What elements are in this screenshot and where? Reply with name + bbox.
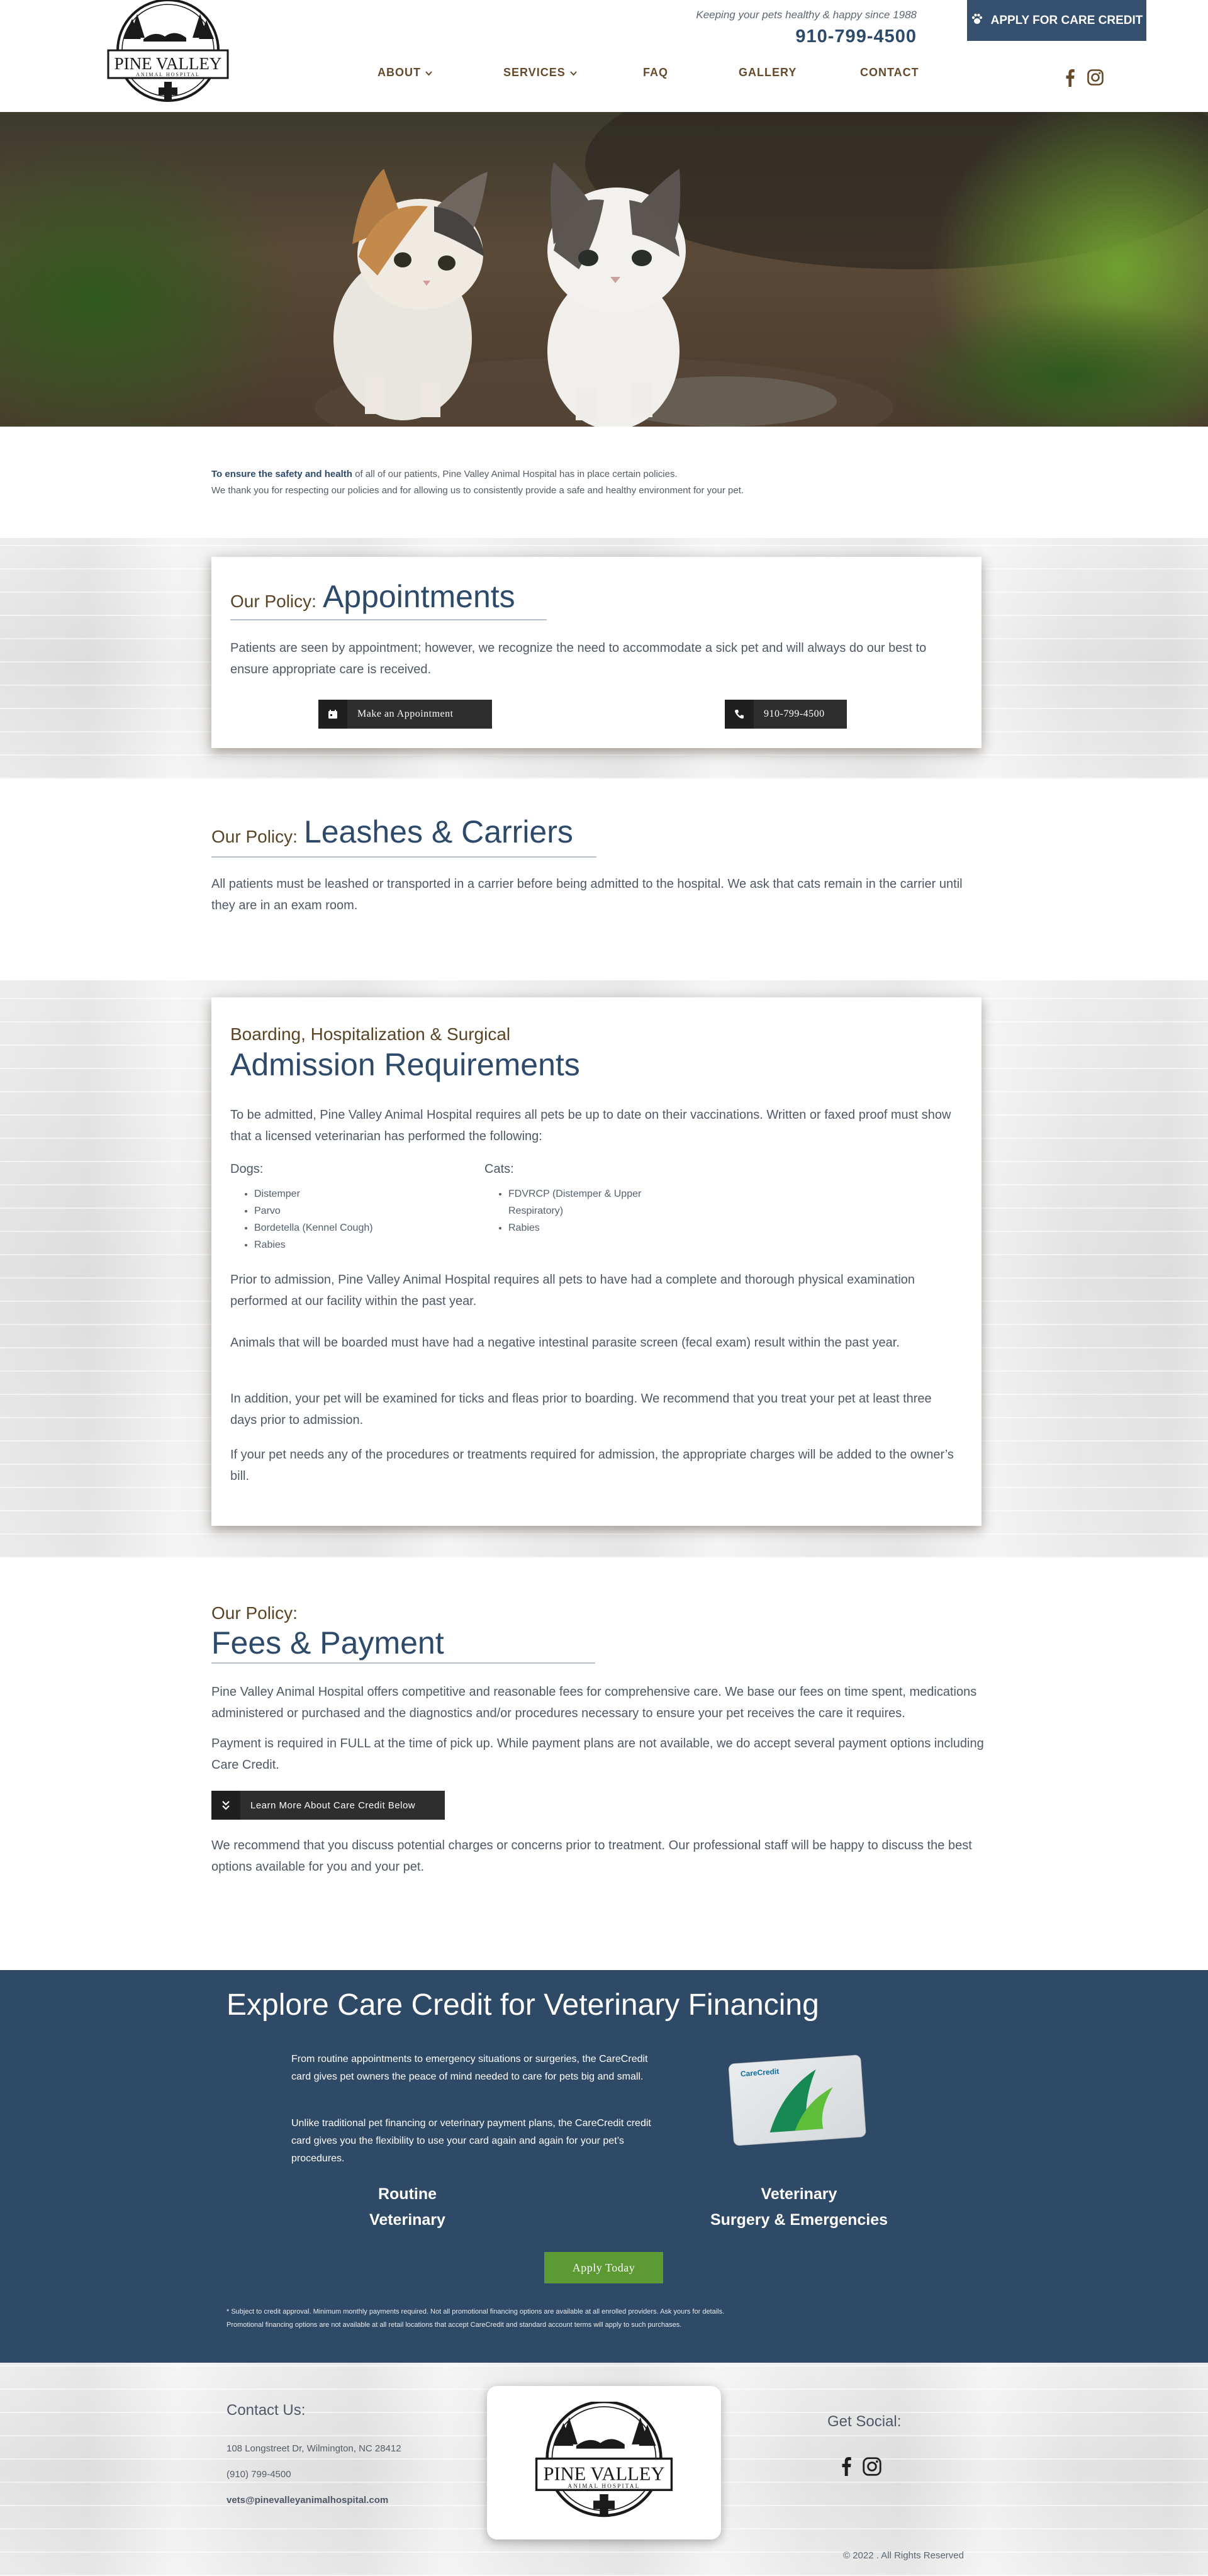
nav-faq[interactable] (643, 66, 739, 79)
main-nav (378, 66, 919, 79)
site-logo[interactable] (104, 0, 232, 106)
header-phone[interactable]: 910-799-4500 (795, 26, 917, 47)
chevron-down-icon (570, 66, 577, 79)
copyright: © 2022 . All Rights Reserved (843, 2550, 964, 2561)
chevron-double-down-icon (211, 1791, 240, 1820)
tagline: Keeping your pets healthy & happy since 1988 (696, 9, 917, 21)
care-credit-p1: From routine appointments to emergency situations or surgeries, the CareCredit card gives pet owners the peace of mind needed to care for pets big and small. (291, 2054, 648, 2082)
make-appointment-button[interactable] (318, 700, 492, 729)
chevron-down-icon (425, 66, 432, 79)
care-credit-col-surgery (686, 2181, 912, 2233)
footer-logo-card (487, 2386, 721, 2540)
appointments-phone-label: 910-799-4500 (764, 708, 825, 719)
cats-label: Cats: (484, 1162, 514, 1176)
appointments-section (0, 538, 1208, 779)
admission-title: Admission Requirements (230, 1047, 580, 1082)
instagram-icon[interactable] (1087, 69, 1104, 90)
fees-p3: We recommend that you discuss potential charges or concerns prior to treatment. Our professional staff will be happy to discuss the best options available for you and your pet. (211, 1839, 972, 1874)
svg-text:PINE VALLEY: PINE VALLEY (114, 54, 222, 73)
appointments-card (211, 557, 982, 748)
appointments-phone-button[interactable] (725, 700, 847, 729)
admission-card (211, 997, 982, 1526)
nav-gallery-label: GALLERY (739, 66, 797, 79)
svg-text:ANIMAL HOSPITAL: ANIMAL HOSPITAL (136, 72, 200, 77)
care-credit-card-image (724, 2052, 871, 2149)
apply-care-credit-label: APPLY FOR CARE CREDIT (990, 13, 1143, 27)
admission-label: Boarding, Hospitalization & Surgical (230, 1024, 511, 1044)
nav-contact[interactable] (860, 66, 919, 79)
paw-icon (971, 13, 983, 29)
care-credit-col-routine (315, 2181, 500, 2233)
col-surgery-line2: Surgery & Emergencies (710, 2211, 888, 2229)
care-credit-title: Explore Care Credit for Veterinary Financing (226, 1988, 819, 2022)
nav-gallery[interactable] (739, 66, 860, 79)
intro-text (211, 466, 998, 499)
fees-p1: Pine Valley Animal Hospital offers competitive and reasonable fees for comprehensive care. We base our fees on time spent, medications administered or purchased and the diagnostics and/or procedures necessary to ensure your pet receives the care it requires. (211, 1685, 977, 1720)
footer-email[interactable]: vets@pinevalleyanimalhospital.com (226, 2495, 389, 2506)
col-routine-line2: Veterinary (369, 2211, 445, 2229)
calendar-icon (318, 700, 347, 729)
make-appointment-label: Make an Appointment (357, 708, 454, 719)
facebook-icon[interactable] (842, 2457, 851, 2479)
nav-services-label: SERVICES (503, 66, 566, 79)
footer-contact (226, 2402, 401, 2506)
nav-contact-label: CONTACT (860, 66, 919, 79)
intro-line1: of all of our patients, Pine Valley Animal Hospital has in place certain policies. (352, 469, 678, 479)
apply-care-credit-button[interactable] (967, 0, 1146, 41)
instagram-icon[interactable] (863, 2457, 881, 2479)
list-item: • Distemper (254, 1185, 482, 1202)
admission-p3: In addition, your pet will be examined for ticks and fleas prior to boarding. We recommend that you treat your pet at least three days prior to admission. (230, 1392, 932, 1427)
appointments-label: Our Policy: (230, 591, 316, 611)
appointments-title: Appointments (322, 579, 515, 614)
footer-phone[interactable]: (910) 799-4500 (226, 2469, 291, 2480)
learn-more-care-credit-button[interactable] (211, 1791, 445, 1820)
cats-column (484, 1162, 692, 1236)
title-divider (211, 856, 596, 858)
footer-address: 108 Longstreet Dr, Wilmington, NC 28412 (226, 2443, 401, 2454)
dogs-list (230, 1185, 482, 1253)
hero-kittens-image (0, 112, 1208, 427)
care-credit-p2: Unlike traditional pet financing or veterinary payment plans, the CareCredit credit card gives you the flexibility to use your card again and again for your pet’s procedures. (291, 2118, 651, 2164)
fees-p2: Payment is required in FULL at the time of pick up. While payment plans are not available, we do accept several payment options including Care Credit. (211, 1737, 984, 1772)
phone-icon (725, 700, 754, 729)
admission-p2: Animals that will be boarded must have had a negative intestinal parasite screen (fecal exam) result within the past year. (230, 1336, 900, 1350)
leashes-text: All patients must be leashed or transported in a carrier before being admitted to the hospital. We ask that cats remain in the carrier until they are in an exam room. (211, 877, 963, 912)
title-divider (211, 1662, 595, 1664)
fine-print-line2: Promotional financing options are not available at all retail locations that accept CareCredit and standard account terms will apply to such purchases. (226, 2321, 682, 2329)
title-divider (230, 619, 547, 620)
fine-print-line1: * Subject to credit approval. Minimum monthly payments required. Not all promotional financing options are available at all enrolled providers. Ask yours for details. (226, 2308, 725, 2316)
nav-faq-label: FAQ (643, 66, 669, 79)
svg-text:PINE VALLEY: PINE VALLEY (543, 2462, 665, 2484)
footer-social (826, 2413, 952, 2479)
list-item: • Bordetella (Kennel Cough) (254, 1219, 482, 1236)
apply-today-button[interactable]: Apply Today (544, 2252, 663, 2283)
fees-section (211, 1603, 998, 1878)
header-social (1066, 69, 1104, 90)
intro-line2: We thank you for respecting our policies and for allowing us to consistently provide a safe and healthy environment for your pet. (211, 485, 744, 496)
learn-more-label: Learn More About Care Credit Below (250, 1800, 416, 1811)
admission-intro: To be admitted, Pine Valley Animal Hospital requires all pets be up to date on their vaccinations. Written or faxed proof must show that a licensed veterinarian has performed the following: (230, 1108, 951, 1143)
care-credit-fine-print (226, 2305, 982, 2332)
leashes-title: Leashes & Carriers (303, 814, 573, 849)
admission-p1: Prior to admission, Pine Valley Animal Hospital requires all pets to have had a complete and thorough physical examination performed at our facility within the past year. (230, 1273, 915, 1308)
site-header (0, 0, 1208, 112)
care-credit-section (0, 1970, 1208, 2363)
svg-text:ANIMAL HOSPITAL: ANIMAL HOSPITAL (568, 2482, 640, 2489)
intro-bold: To ensure the safety and health (211, 469, 352, 479)
list-item: • Rabies (254, 1236, 482, 1253)
fees-title: Fees & Payment (211, 1625, 444, 1660)
contact-label: Contact Us: (226, 2402, 306, 2419)
nav-services[interactable] (503, 66, 643, 79)
list-item: • FDVRCP (Distemper & Upper Respiratory) (508, 1185, 667, 1219)
dogs-column (230, 1162, 482, 1253)
leashes-section (211, 814, 998, 916)
col-surgery-line1: Veterinary (761, 2185, 837, 2203)
leashes-label: Our Policy: (211, 827, 298, 846)
list-item: • Parvo (254, 1202, 482, 1219)
nav-about-label: ABOUT (378, 66, 421, 79)
dogs-label: Dogs: (230, 1162, 264, 1176)
care-credit-card-brand: CareCredit (740, 2066, 780, 2079)
fees-label: Our Policy: (211, 1603, 298, 1623)
col-routine-line1: Routine (378, 2185, 437, 2203)
facebook-icon[interactable] (1066, 69, 1075, 90)
cats-list (484, 1185, 667, 1236)
social-label: Get Social: (827, 2413, 902, 2430)
admission-section (0, 980, 1208, 1558)
appointments-text: Patients are seen by appointment; however, we recognize the need to accommodate a sick pet and will always do our best to ensure appropriate care is received. (230, 641, 927, 676)
nav-about[interactable] (378, 66, 503, 79)
admission-p4: If your pet needs any of the procedures or treatments required for admission, the appropriate charges will be added to the owner’s bill. (230, 1448, 954, 1483)
list-item: • Rabies (508, 1219, 667, 1236)
footer-logo[interactable] (532, 2402, 676, 2524)
